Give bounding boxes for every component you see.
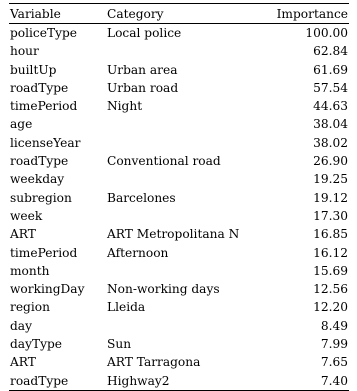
table-row: [9, 298, 349, 316]
cell-importance: 12.56: [313, 282, 348, 297]
cell-importance: 15.69: [313, 263, 348, 278]
cell-importance: 62.84: [313, 44, 348, 59]
table-row: [9, 61, 349, 79]
cell-importance: 16.12: [313, 245, 348, 260]
cell-importance: 12.20: [313, 300, 348, 315]
table-row: [9, 317, 349, 335]
cell-category: Lleida: [107, 300, 146, 315]
table-header-row: [9, 4, 349, 23]
cell-importance: 61.69: [313, 62, 348, 77]
cell-category: Sun: [107, 337, 132, 352]
table-row: [9, 97, 349, 115]
cell-category: ART Metropolitana N: [107, 227, 240, 242]
cell-importance: 44.63: [313, 99, 348, 114]
cell-variable: timePeriod: [10, 99, 78, 114]
table-row: [9, 42, 349, 60]
cell-variable: policeType: [10, 26, 78, 40]
cell-importance: 19.12: [313, 190, 348, 205]
table-row: [9, 353, 349, 371]
cell-category: ART Tarragona: [107, 355, 201, 370]
table-body: [9, 24, 349, 390]
cell-importance: 57.54: [313, 80, 348, 95]
cell-variable: month: [10, 263, 50, 278]
cell-variable: licenseYear: [10, 135, 81, 150]
cell-variable: hour: [10, 44, 39, 59]
table-row: [9, 170, 349, 188]
table-row: [9, 115, 349, 133]
table-row: [9, 207, 349, 225]
cell-category: Highway2: [107, 373, 170, 388]
header-category: Category: [107, 7, 164, 21]
cell-importance: 100.00: [305, 26, 348, 40]
cell-variable: builtUp: [10, 62, 57, 77]
table-row: [9, 372, 349, 390]
cell-importance: 19.25: [313, 172, 348, 187]
table-row: [9, 189, 349, 207]
cell-category: Local police: [107, 26, 182, 40]
cell-variable: dayType: [10, 337, 62, 352]
cell-variable: weekday: [10, 172, 65, 187]
cell-category: Barcelones: [107, 190, 176, 205]
cell-importance: 16.85: [313, 227, 348, 242]
cell-category: Urban road: [107, 80, 179, 95]
cell-variable: week: [10, 208, 43, 223]
cell-variable: age: [10, 117, 33, 132]
cell-importance: 7.65: [320, 355, 348, 370]
cell-importance: 17.30: [313, 208, 348, 223]
table-row: [9, 225, 349, 243]
cell-importance: 8.49: [320, 318, 348, 333]
cell-variable: timePeriod: [10, 245, 78, 260]
cell-variable: roadType: [10, 80, 69, 95]
table-row: [9, 262, 349, 280]
cell-category: Non-working days: [107, 282, 220, 297]
cell-importance: 26.90: [313, 154, 348, 169]
table-row: [9, 335, 349, 353]
cell-variable: ART: [10, 355, 36, 370]
cell-variable: roadType: [10, 373, 69, 388]
table-row: [9, 152, 349, 170]
header-importance: Importance: [276, 7, 348, 21]
table-row: [9, 134, 349, 152]
cell-variable: ART: [10, 227, 36, 242]
importance-table: [9, 3, 349, 391]
cell-variable: day: [10, 318, 32, 333]
cell-variable: subregion: [10, 190, 72, 205]
cell-variable: roadType: [10, 154, 69, 169]
table-row: [9, 24, 349, 42]
cell-variable: region: [10, 300, 50, 315]
cell-importance: 38.04: [313, 117, 348, 132]
table-row: [9, 280, 349, 298]
table-row: [9, 79, 349, 97]
cell-importance: 38.02: [313, 135, 348, 150]
cell-category: Afternoon: [107, 245, 169, 260]
table-row: [9, 244, 349, 262]
cell-variable: workingDay: [10, 282, 85, 297]
header-variable: Variable: [10, 7, 61, 21]
cell-category: Conventional road: [107, 154, 221, 169]
cell-importance: 7.99: [320, 337, 348, 352]
cell-category: Night: [107, 99, 143, 114]
cell-importance: 7.40: [320, 373, 348, 388]
cell-category: Urban area: [107, 62, 178, 77]
